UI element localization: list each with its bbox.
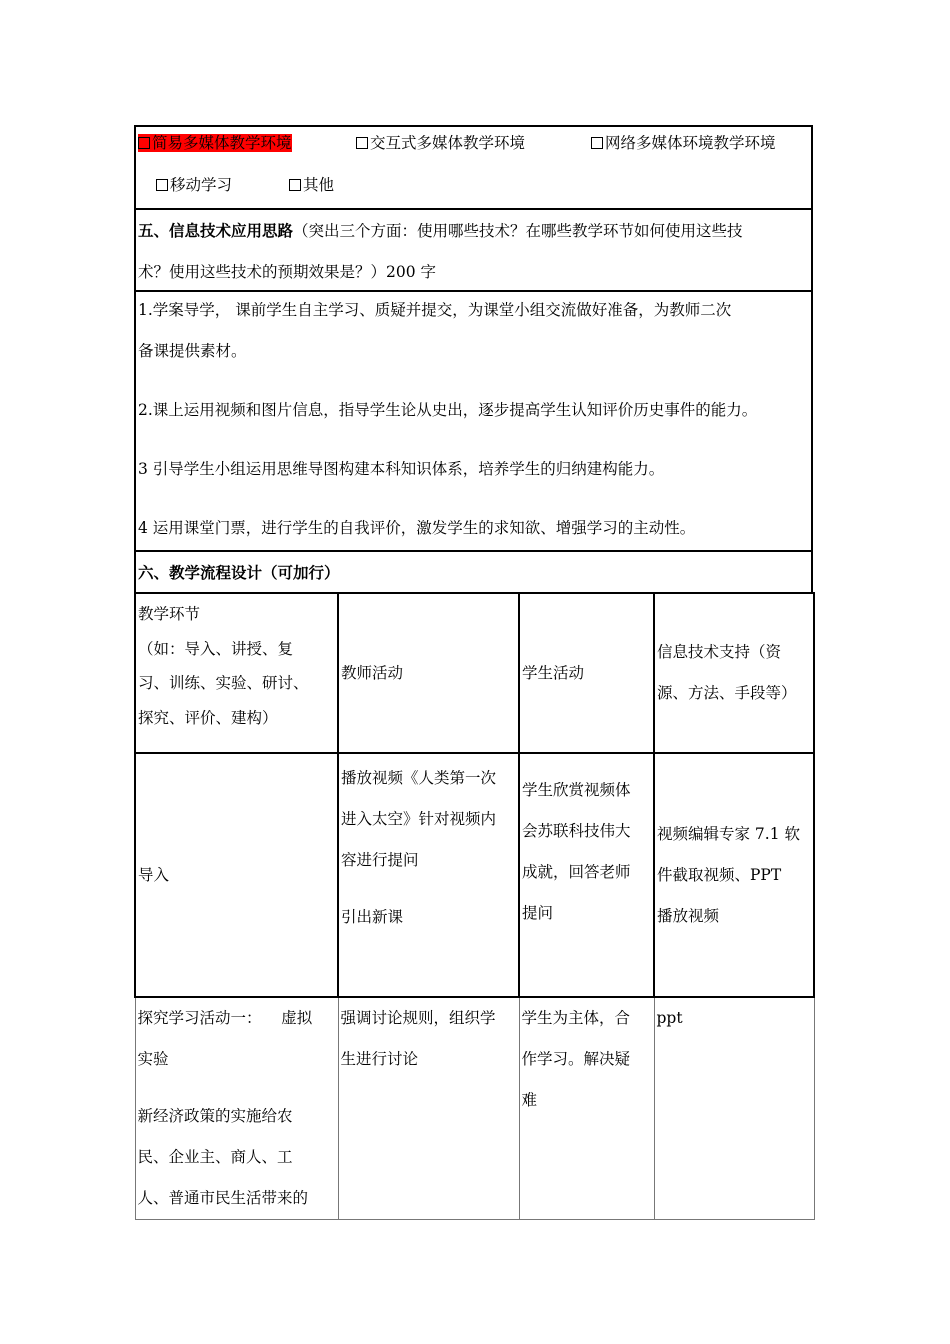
header-student: 学生活动 xyxy=(519,593,654,753)
checkbox-icon[interactable] xyxy=(289,179,301,191)
header-stage-line: 教学环节 xyxy=(138,605,201,623)
cell-line: 难 xyxy=(521,1091,538,1109)
row-2-stage xyxy=(135,997,338,1220)
cell-line: 新经济政策的实施给农 xyxy=(137,1107,293,1125)
idea-item-4: 4 运用课堂门票，进行学生的自我评价，激发学生的求知欲、增强学习的主动性。 xyxy=(138,519,696,537)
header-stage-line: （如：导入、讲授、复 xyxy=(138,640,294,658)
row-2-tech xyxy=(654,997,814,1220)
header-stage-line: 习、训练、实验、研讨、 xyxy=(138,674,309,692)
checkbox-icon[interactable] xyxy=(356,137,368,149)
cell-line: 引出新课 xyxy=(341,908,404,926)
cell-line: ppt xyxy=(656,1009,683,1027)
row-2-student xyxy=(519,997,654,1220)
flow-table xyxy=(134,592,815,1220)
idea-item-1-cont: 备课提供素材。 xyxy=(138,342,247,360)
environment-option-label: 其他 xyxy=(303,176,335,194)
cell-line: 容进行提问 xyxy=(341,851,419,869)
environment-option-label: 简易多媒体教学环境 xyxy=(152,134,292,152)
checkbox-icon[interactable] xyxy=(156,179,168,191)
header-tech-line: 源、方法、手段等） xyxy=(657,684,797,702)
cell-line: 实验 xyxy=(137,1050,169,1068)
cell-line xyxy=(341,881,516,897)
table-row xyxy=(135,997,814,1220)
cell-line: 学生为主体，合 xyxy=(521,1009,631,1027)
header-stage xyxy=(135,593,338,753)
cell-line: 提问 xyxy=(522,904,554,922)
cell-line: 件截取视频、PPT xyxy=(657,865,782,884)
cell-line: 民、企业主、商人、工 xyxy=(137,1148,293,1166)
environment-section xyxy=(134,125,813,210)
environment-option-simple[interactable] xyxy=(138,131,292,153)
cell-line xyxy=(138,1080,336,1096)
row-1-stage: 导入 xyxy=(135,753,338,997)
environment-option-network[interactable] xyxy=(591,131,776,153)
row-1-teacher xyxy=(338,753,519,997)
section-6-title: 六、教学流程设计（可加行） xyxy=(138,563,340,582)
section-5-title: 五、信息技术应用思路 xyxy=(138,221,294,240)
row-1-tech xyxy=(654,753,814,997)
header-tech-line: 信息技术支持（资 xyxy=(657,643,782,661)
environment-option-interactive[interactable] xyxy=(356,131,525,153)
cell-line: 播放视频 xyxy=(657,906,720,925)
cell-line: 进入太空》针对视频内 xyxy=(341,810,497,828)
row-1-student xyxy=(519,753,654,997)
environment-option-label: 移动学习 xyxy=(170,176,233,194)
cell-line: 作学习。解决疑 xyxy=(521,1050,631,1068)
environment-option-label: 网络多媒体环境教学环境 xyxy=(605,134,776,152)
header-teacher: 教师活动 xyxy=(338,593,519,753)
header-stage-line: 探究、评价、建构） xyxy=(138,709,278,727)
section-5-hint: （突出三个方面：使用哪些技术？在哪些教学环节如何使用这些技 xyxy=(293,222,743,240)
cell-line: 视频编辑专家 7.1 软 xyxy=(657,824,801,843)
cell-line: 成就，回答老师 xyxy=(522,863,631,881)
section-6-heading xyxy=(134,550,813,594)
section-5-hint-cont: 术？使用这些技术的预期效果是？）200 字 xyxy=(138,263,437,281)
flow-table-header-row xyxy=(135,593,814,753)
idea-item-2: 2.课上运用视频和图片信息，指导学生论从史出，逐步提高学生认知评价历史事件的能力。 xyxy=(138,401,758,419)
cell-line: 探究学习活动一： 虚拟 xyxy=(137,1009,313,1027)
cell-line: 播放视频《人类第一次 xyxy=(341,769,497,787)
section-5-content xyxy=(134,290,813,552)
environment-option-mobile[interactable] xyxy=(156,173,232,195)
header-tech xyxy=(654,593,814,753)
idea-item-3: 3 引导学生小组运用思维导图构建本科知识体系，培养学生的归纳建构能力。 xyxy=(138,460,665,478)
row-2-teacher xyxy=(338,997,519,1220)
checkbox-icon[interactable] xyxy=(138,137,150,149)
cell-line: 会苏联科技伟大 xyxy=(522,822,631,840)
cell-line: 生进行讨论 xyxy=(340,1050,419,1068)
cell-line: 学生欣赏视频体 xyxy=(522,781,631,799)
environment-option-label: 交互式多媒体教学环境 xyxy=(370,134,526,152)
section-5-heading xyxy=(134,208,813,292)
checkbox-icon[interactable] xyxy=(591,137,603,149)
table-row xyxy=(135,753,814,997)
cell-line: 强调讨论规则，组织学 xyxy=(340,1009,496,1027)
cell-line: 人、普通市民生活带来的 xyxy=(137,1189,309,1207)
idea-item-1: 1.学案导学， 课前学生自主学习、质疑并提交，为课堂小组交流做好准备，为教师二次 xyxy=(138,301,732,319)
environment-option-other[interactable] xyxy=(289,173,334,195)
